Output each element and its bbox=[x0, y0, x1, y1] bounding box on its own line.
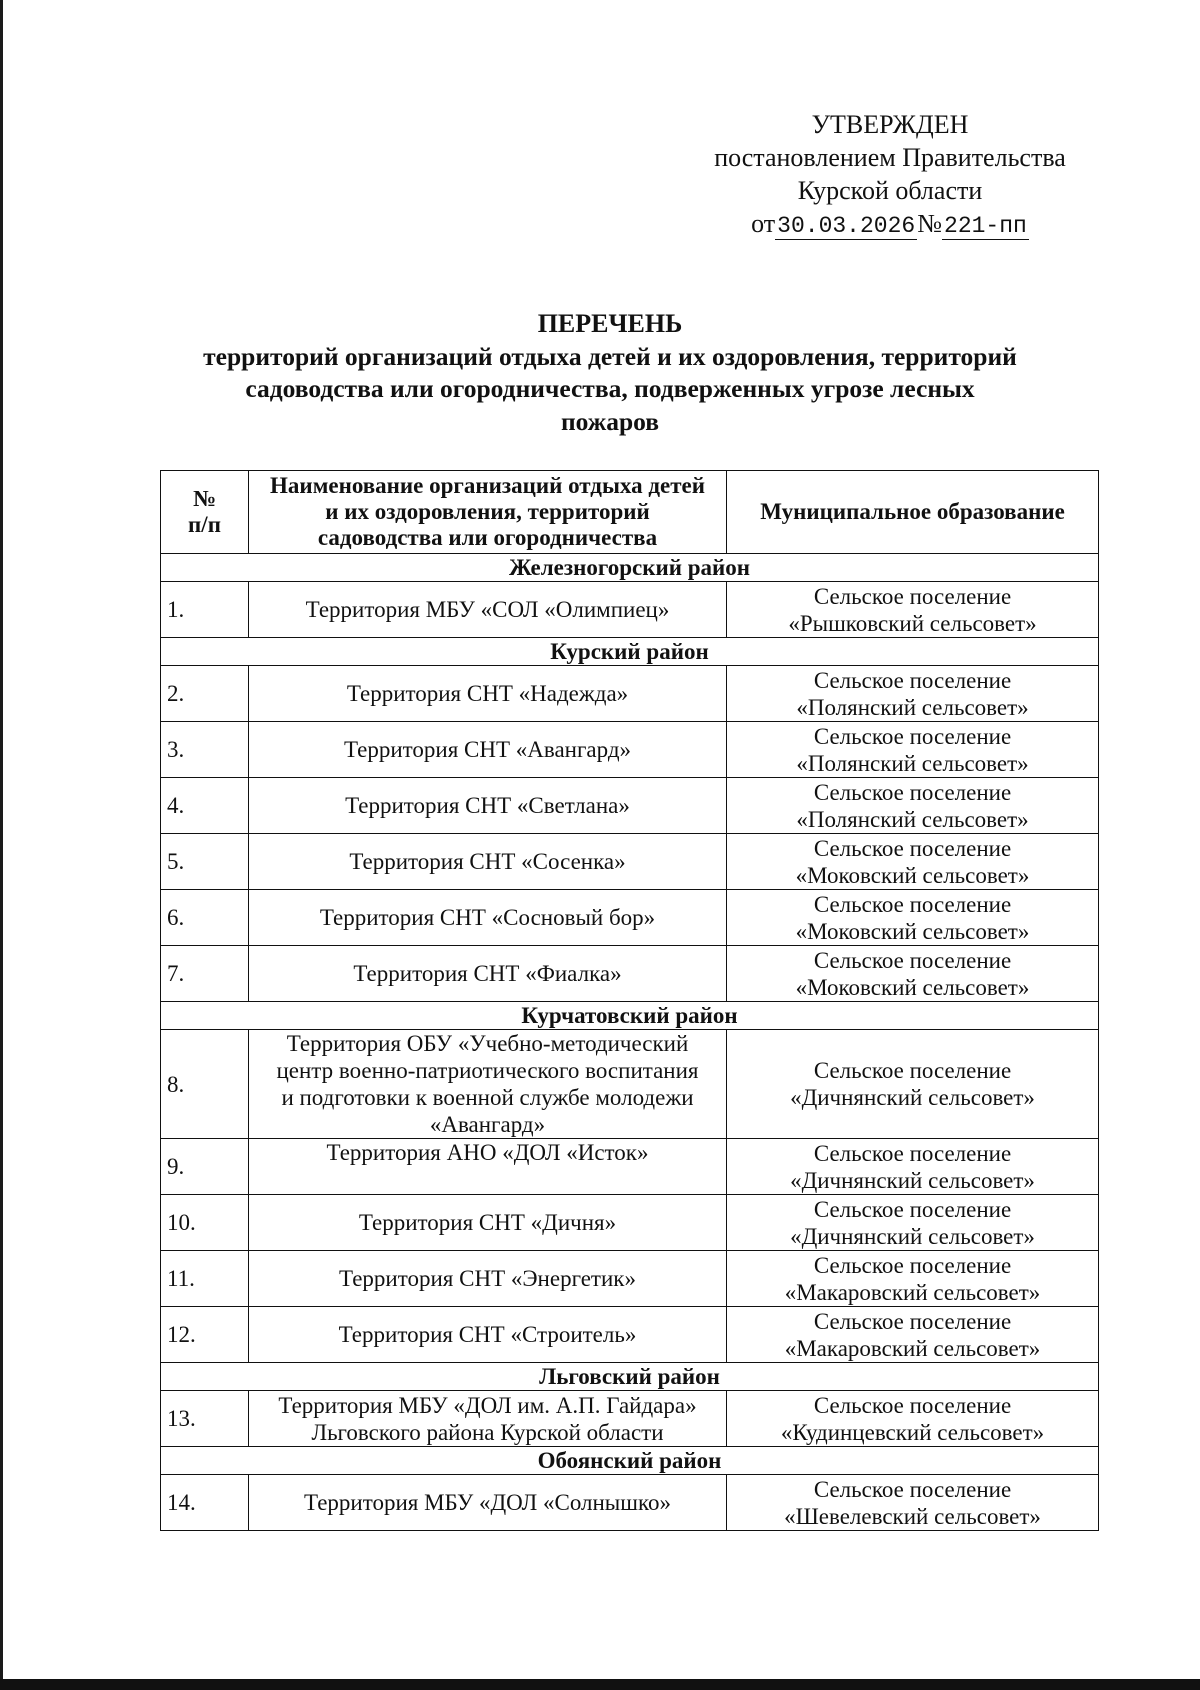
municipality-type: Сельское поселение bbox=[813, 667, 1012, 693]
municipality-type: Сельское поселение bbox=[813, 1476, 1012, 1502]
territory-name-line: Территория ОБУ «Учебно-методический bbox=[286, 1031, 689, 1056]
title-heading: ПЕРЕЧЕНЬ bbox=[537, 309, 683, 338]
municipality-name: «Полянский сельсовет» bbox=[796, 694, 1029, 720]
approval-number: 221-пп bbox=[944, 213, 1027, 239]
municipality bbox=[727, 666, 1099, 722]
district-row bbox=[161, 554, 1099, 582]
row-number: 6. bbox=[161, 890, 249, 946]
approval-heading: УТВЕРЖДЕН bbox=[811, 110, 969, 139]
municipality-name: «Дичнянский сельсовет» bbox=[790, 1167, 1035, 1193]
territory-name bbox=[249, 722, 727, 778]
municipality bbox=[727, 1139, 1099, 1195]
municipality-type: Сельское поселение bbox=[813, 1058, 1012, 1083]
municipality-type: Сельское поселение bbox=[813, 1252, 1012, 1278]
scan-bottom-edge bbox=[0, 1679, 1200, 1690]
row-number: 3. bbox=[161, 722, 249, 778]
title-line: садоводства или огородничества, подверженных угрозе лесных bbox=[245, 374, 975, 403]
territory-name-line: Территория СНТ «Фиалка» bbox=[353, 961, 622, 986]
row-number: 13. bbox=[161, 1391, 249, 1447]
municipality bbox=[727, 778, 1099, 834]
municipality-type: Сельское поселение bbox=[813, 583, 1012, 609]
territory-name-line: Территория СНТ «Надежда» bbox=[346, 681, 629, 706]
territory-name-line: Территория СНТ «Строитель» bbox=[338, 1322, 637, 1347]
row-number: 14. bbox=[161, 1475, 249, 1531]
approval-stamp bbox=[690, 108, 1090, 243]
approval-authority: постановлением Правительства bbox=[714, 143, 1066, 172]
territory-name bbox=[249, 890, 727, 946]
municipality bbox=[727, 1307, 1099, 1363]
table-row bbox=[161, 778, 1099, 834]
document-title bbox=[150, 308, 1070, 438]
table-body bbox=[161, 554, 1099, 1531]
table-row bbox=[161, 1030, 1099, 1139]
territory-name-line: и подготовки к военной службе молодежи bbox=[281, 1085, 694, 1110]
municipality-name: «Полянский сельсовет» bbox=[796, 806, 1029, 832]
municipality bbox=[727, 834, 1099, 890]
territory-name-line: центр военно-патриотического воспитания bbox=[276, 1058, 699, 1083]
municipality-name: «Дичнянский сельсовет» bbox=[790, 1085, 1035, 1110]
row-number: 1. bbox=[161, 582, 249, 638]
municipality-name: «Дичнянский сельсовет» bbox=[790, 1223, 1035, 1249]
territories-table bbox=[160, 470, 1099, 1531]
district-row bbox=[161, 1447, 1099, 1475]
territory-name bbox=[249, 1139, 727, 1195]
table-row bbox=[161, 1307, 1099, 1363]
table-row bbox=[161, 666, 1099, 722]
header-municipality: Муниципальное образование bbox=[727, 471, 1099, 554]
municipality-type: Сельское поселение bbox=[813, 891, 1012, 917]
municipality-name: «Макаровский сельсовет» bbox=[784, 1335, 1041, 1361]
municipality bbox=[727, 1030, 1099, 1139]
district-name: Железногорский район bbox=[161, 554, 1099, 582]
row-number: 8. bbox=[161, 1030, 249, 1139]
row-number: 2. bbox=[161, 666, 249, 722]
table-row bbox=[161, 722, 1099, 778]
title-line: территорий организаций отдыха детей и их оздоровления, территорий bbox=[203, 341, 1017, 371]
table-row bbox=[161, 1391, 1099, 1447]
municipality-type: Сельское поселение bbox=[813, 779, 1012, 805]
territory-name-line: Льговского района Курской области bbox=[311, 1419, 664, 1445]
district-name: Курский район bbox=[161, 638, 1099, 666]
table-row bbox=[161, 890, 1099, 946]
territory-name-line: Территория СНТ «Светлана» bbox=[345, 793, 630, 818]
district-row bbox=[161, 1002, 1099, 1030]
territory-name bbox=[249, 1391, 727, 1447]
table-row bbox=[161, 1195, 1099, 1251]
municipality bbox=[727, 946, 1099, 1002]
territory-name bbox=[249, 1195, 727, 1251]
row-number: 11. bbox=[161, 1251, 249, 1307]
territory-name bbox=[249, 778, 727, 834]
approval-date-line bbox=[690, 207, 1090, 243]
territory-name-line: Территория СНТ «Сосенка» bbox=[349, 849, 626, 874]
municipality bbox=[727, 890, 1099, 946]
municipality-type: Сельское поселение bbox=[813, 723, 1012, 749]
territory-name-line: Территория СНТ «Авангард» bbox=[343, 737, 632, 762]
municipality-name: «Моковский сельсовет» bbox=[795, 918, 1030, 944]
district-name: Льговский район bbox=[161, 1363, 1099, 1391]
territory-name-line: Территория МБУ «ДОЛ им. А.П. Гайдара» bbox=[278, 1392, 697, 1418]
table-header-row bbox=[161, 471, 1099, 554]
municipality-name: «Шевелевский сельсовет» bbox=[784, 1503, 1041, 1529]
number-sign: № bbox=[917, 209, 943, 238]
approval-region: Курской области bbox=[797, 176, 983, 205]
territory-name bbox=[249, 1475, 727, 1531]
territory-name-line: «Авангард» bbox=[429, 1112, 546, 1137]
table-row bbox=[161, 834, 1099, 890]
territory-name-line: Территория АНО «ДОЛ «Исток» bbox=[326, 1140, 649, 1165]
municipality bbox=[727, 722, 1099, 778]
municipality-name: «Полянский сельсовет» bbox=[796, 750, 1029, 776]
table-row bbox=[161, 1475, 1099, 1531]
municipality-type: Сельское поселение bbox=[813, 835, 1012, 861]
row-number: 5. bbox=[161, 834, 249, 890]
municipality-name: «Кудинцевский сельсовет» bbox=[780, 1419, 1045, 1445]
territory-name bbox=[249, 1030, 727, 1139]
municipality bbox=[727, 1195, 1099, 1251]
date-prefix: от bbox=[751, 209, 776, 238]
municipality-type: Сельское поселение bbox=[813, 1392, 1012, 1418]
table-row bbox=[161, 582, 1099, 638]
approval-date: 30.03.2026 bbox=[777, 213, 916, 239]
municipality-type: Сельское поселение bbox=[813, 1140, 1012, 1166]
territory-name-line: Территория МБУ «СОЛ «Олимпиец» bbox=[305, 597, 670, 622]
municipality-name: «Рышковский сельсовет» bbox=[788, 610, 1037, 636]
district-row bbox=[161, 638, 1099, 666]
territory-name-line: Территория МБУ «ДОЛ «Солнышко» bbox=[304, 1490, 671, 1515]
row-number: 4. bbox=[161, 778, 249, 834]
municipality-type: Сельское поселение bbox=[813, 947, 1012, 973]
municipality bbox=[727, 1391, 1099, 1447]
territory-name bbox=[249, 582, 727, 638]
district-name: Курчатовский район bbox=[161, 1002, 1099, 1030]
territory-name bbox=[249, 946, 727, 1002]
table-row bbox=[161, 946, 1099, 1002]
municipality-name: «Макаровский сельсовет» bbox=[784, 1279, 1041, 1305]
territory-name-line: Территория СНТ «Сосновый бор» bbox=[319, 905, 656, 930]
district-row bbox=[161, 1363, 1099, 1391]
territory-name bbox=[249, 666, 727, 722]
territory-name bbox=[249, 1307, 727, 1363]
territory-name bbox=[249, 1251, 727, 1307]
territory-name-line: Территория СНТ «Дичня» bbox=[358, 1210, 617, 1235]
district-name: Обоянский район bbox=[161, 1447, 1099, 1475]
municipality bbox=[727, 1475, 1099, 1531]
header-number: № п/п bbox=[161, 471, 249, 554]
row-number: 12. bbox=[161, 1307, 249, 1363]
row-number: 9. bbox=[161, 1139, 249, 1195]
table-row bbox=[161, 1139, 1099, 1195]
municipality-type: Сельское поселение bbox=[813, 1196, 1012, 1222]
table-row bbox=[161, 1251, 1099, 1307]
municipality-name: «Моковский сельсовет» bbox=[795, 862, 1030, 888]
row-number: 7. bbox=[161, 946, 249, 1002]
municipality-name: «Моковский сельсовет» bbox=[795, 974, 1030, 1000]
row-number: 10. bbox=[161, 1195, 249, 1251]
scan-left-edge bbox=[0, 0, 3, 1690]
header-name: Наименование организаций отдыха детей и их оздоровления, территорий садоводства или огородничества bbox=[249, 471, 727, 554]
municipality bbox=[727, 1251, 1099, 1307]
territory-name bbox=[249, 834, 727, 890]
municipality-type: Сельское поселение bbox=[813, 1308, 1012, 1334]
municipality bbox=[727, 582, 1099, 638]
title-line: пожаров bbox=[560, 406, 660, 436]
territory-name-line: Территория СНТ «Энергетик» bbox=[339, 1266, 636, 1291]
